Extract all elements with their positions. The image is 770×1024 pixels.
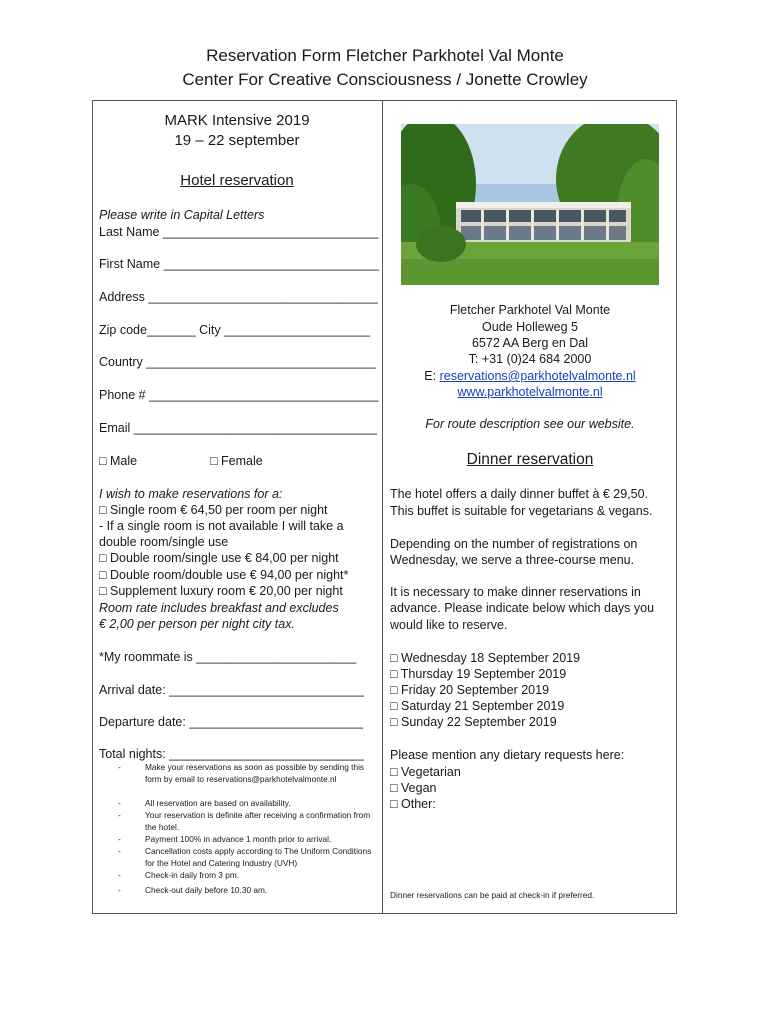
- male-checkbox[interactable]: □ Male: [99, 454, 138, 468]
- note-text: All reservation are based on availability.: [145, 798, 291, 808]
- roommate-field[interactable]: *My roommate is _______________________: [99, 650, 357, 664]
- total-nights-field[interactable]: Total nights: ____________________________: [99, 747, 364, 761]
- note-item: [118, 870, 383, 882]
- route-description: For route description see our website.: [425, 417, 635, 431]
- website-line: [383, 384, 677, 400]
- note-text: Payment 100% in advance 1 month prior to arrival.: [145, 834, 332, 844]
- rate-note-cont: € 2,00 per person per night city tax.: [99, 617, 295, 631]
- note-text: Your reservation is definite after receiving a confirmation from the hotel.: [145, 810, 371, 832]
- website-link[interactable]: www.parkhotelvalmonte.nl: [457, 385, 603, 399]
- hotel-phone: T: +31 (0)24 684 2000: [468, 352, 592, 366]
- single-room-note-cont: double room/single use: [99, 535, 229, 549]
- note-item: [118, 885, 383, 897]
- rate-note: Room rate includes breakfast and excludes: [99, 601, 339, 615]
- dietary-vegan-checkbox[interactable]: □ Vegan: [390, 781, 437, 795]
- form-subtitle: Center For Creative Consciousness / Jonette Crowley: [182, 70, 588, 89]
- day-checkbox-friday[interactable]: □ Friday 20 September 2019: [390, 683, 550, 697]
- note-text: Cancellation costs apply according to The Uniform Conditions for the Hotel and Catering Industry (UVH): [145, 846, 372, 868]
- dinner-paragraph-2-cont: Wednesday, we serve a three-course menu.: [390, 553, 635, 567]
- hotel-street: Oude Holleweg 5: [482, 320, 578, 334]
- note-text: Check-in daily from 3 pm.: [145, 870, 240, 880]
- dinner-reservation-heading: Dinner reservation: [466, 451, 594, 468]
- note-dash: -: [118, 885, 121, 895]
- first-name-field[interactable]: First Name _______________________________: [99, 257, 380, 271]
- day-checkbox-saturday[interactable]: □ Saturday 21 September 2019: [390, 699, 565, 713]
- note-dash: -: [118, 798, 121, 808]
- double-double-checkbox[interactable]: □ Double room/double use € 94,00 per night*: [99, 568, 349, 582]
- note-item: [118, 834, 383, 846]
- single-room-checkbox[interactable]: □ Single room € 64,50 per room per night: [99, 503, 328, 517]
- note-item: [118, 846, 383, 870]
- note-item: [118, 798, 383, 810]
- hotel-name: Fletcher Parkhotel Val Monte: [449, 303, 611, 317]
- departure-date-field[interactable]: Departure date: _________________________: [99, 715, 364, 729]
- instruction-text: Please write in Capital Letters: [99, 208, 265, 222]
- day-checkbox-wednesday[interactable]: □ Wednesday 18 September 2019: [390, 651, 581, 665]
- form-title: Reservation Form Fletcher Parkhotel Val Monte: [206, 46, 564, 65]
- note-dash: -: [118, 762, 121, 772]
- address-field[interactable]: Address _________________________________: [99, 290, 378, 304]
- single-room-note: - If a single room is not available I will take a: [99, 519, 344, 533]
- note-item: [118, 762, 383, 798]
- hotel-city: 6572 AA Berg en Dal: [471, 336, 589, 350]
- note-text: Make your reservations as soon as possible by sending this form by email to reservations@parkhotelvalmonte.nl: [145, 762, 365, 784]
- zip-city-field[interactable]: Zip code_______ City _____________________: [99, 323, 371, 337]
- arrival-date-field[interactable]: Arrival date: ____________________________: [99, 683, 364, 697]
- day-checkbox-sunday[interactable]: □ Sunday 22 September 2019: [390, 715, 557, 729]
- dinner-paragraph-3-end: would like to reserve.: [390, 618, 508, 632]
- note-item: [118, 810, 383, 834]
- note-dash: -: [118, 846, 121, 856]
- last-name-field[interactable]: Last Name _______________________________: [99, 225, 379, 239]
- email-prefix: E:: [424, 369, 440, 383]
- phone-field[interactable]: Phone # _________________________________: [99, 388, 379, 402]
- note-dash: -: [118, 810, 121, 820]
- hotel-email-line: [383, 368, 677, 384]
- dinner-paragraph-3-cont: advance. Please indicate below which days you: [390, 601, 655, 615]
- dinner-paragraph-2: Depending on the number of registrations on: [390, 537, 638, 551]
- hotel-photo: [401, 124, 659, 285]
- country-field[interactable]: Country _________________________________: [99, 355, 376, 369]
- female-checkbox[interactable]: □ Female: [210, 454, 263, 468]
- dietary-other-checkbox[interactable]: □ Other:: [390, 797, 436, 811]
- dinner-paragraph-1: The hotel offers a daily dinner buffet à € 29,50.: [390, 487, 649, 501]
- email-link[interactable]: reservations@parkhotelvalmonte.nl: [439, 369, 636, 383]
- hotel-reservation-heading: Hotel reservation: [180, 172, 294, 189]
- note-dash: -: [118, 834, 121, 844]
- day-checkbox-thursday[interactable]: □ Thursday 19 September 2019: [390, 667, 567, 681]
- reservation-intro: I wish to make reservations for a:: [99, 487, 283, 501]
- luxury-room-checkbox[interactable]: □ Supplement luxury room € 20,00 per night: [99, 584, 343, 598]
- dinner-paragraph-3: It is necessary to make dinner reservations in: [390, 585, 641, 599]
- event-dates: 19 – 22 september: [174, 132, 300, 149]
- note-text: Check-out daily before 10.30 am.: [145, 885, 268, 895]
- dietary-vegetarian-checkbox[interactable]: □ Vegetarian: [390, 765, 461, 779]
- note-dash: -: [118, 870, 121, 880]
- event-name: MARK Intensive 2019: [164, 112, 310, 129]
- double-single-checkbox[interactable]: □ Double room/single use € 84,00 per night: [99, 551, 339, 565]
- dinner-paragraph-1-cont: This buffet is suitable for vegetarians & vegans.: [390, 504, 653, 518]
- email-field[interactable]: Email ___________________________________: [99, 421, 378, 435]
- dietary-intro: Please mention any dietary requests here:: [390, 748, 625, 762]
- dinner-payment-note: Dinner reservations can be paid at check-in if preferred.: [390, 890, 595, 900]
